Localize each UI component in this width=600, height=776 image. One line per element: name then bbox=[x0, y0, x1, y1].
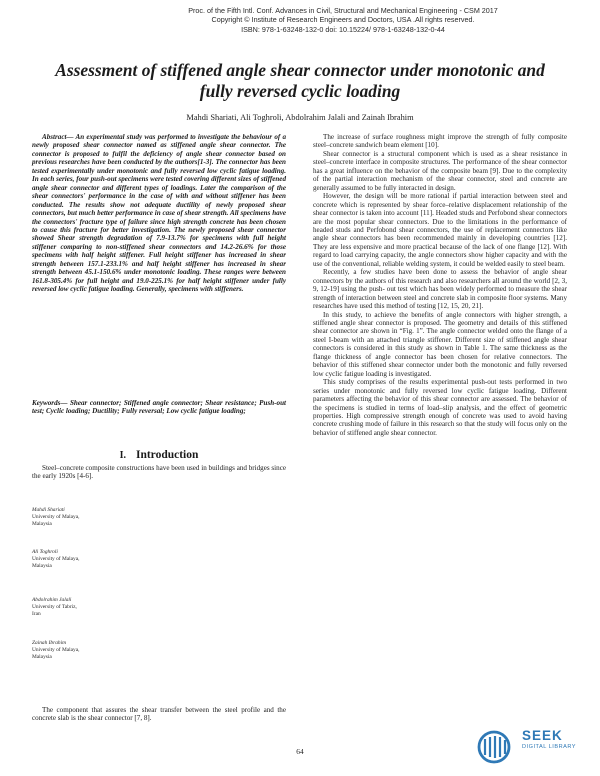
paper-authors: Mahdi Shariati, Ali Toghroli, Abdolrahim Jalali and Zainah Ibrahim bbox=[186, 113, 414, 122]
affiliation-org: University of Malaya, bbox=[32, 556, 80, 562]
section-number: I. bbox=[119, 450, 126, 461]
page-number: 64 bbox=[296, 747, 304, 756]
affiliation-org: University of Tabriz, bbox=[32, 604, 77, 610]
affiliation-name: Abdolrahim Jalali bbox=[32, 597, 72, 603]
affiliation-org: University of Malaya, bbox=[32, 514, 80, 520]
right-paragraph: Shear connector is a structural component which is used as a shear resistance in steel–concrete interface in composite structures. The performance of the shear connector has a great influence on the behavior of the composite beam [9]. Due to the complexity of the partial interaction mechanism of the shear connector, steel and concrete are generally assumed to be fully interacted in design. bbox=[313, 149, 567, 192]
intro-paragraph-2 bbox=[32, 706, 286, 723]
conference-header bbox=[178, 6, 508, 34]
affiliation-name: Ali Toghroli bbox=[32, 549, 58, 555]
affiliation-name: Mahdi Shariati bbox=[32, 507, 65, 513]
intro-paragraph-1 bbox=[32, 464, 286, 481]
affiliation-name: Zainah Ibrahim bbox=[32, 640, 66, 646]
logo-name: SEEK bbox=[522, 728, 563, 743]
logo-tagline: DIGITAL LIBRARY bbox=[522, 744, 577, 750]
affiliation bbox=[32, 597, 77, 618]
header-line-3: ISBN: 978-1-63248-132-0 doi: 10.15224/ 978-1-63248-132-0-44 bbox=[241, 24, 445, 34]
section-heading bbox=[32, 449, 286, 461]
affiliation-country: Malaysia bbox=[32, 563, 52, 569]
paper-title: Assessment of stiffened angle shear connector under monotonic and fully reversed cyclic loading bbox=[55, 60, 545, 101]
right-paragraph: Recently, a few studies have been done to assess the behavior of angle shear connectors by the authors of this research and also researchers all around the world [2, 3, 9, 12-19] using the push- out test which has been widely performed to measure the shear strength of interaction between steel and concrete slab in composite floor systems. Many researches have used this method of testing [12, 15, 20, 21]. bbox=[313, 268, 567, 311]
logo-text bbox=[522, 728, 576, 751]
abstract-column bbox=[32, 133, 286, 294]
right-column bbox=[313, 133, 567, 437]
affiliation-country: Malaysia bbox=[32, 521, 52, 527]
right-paragraph: In this study, to achieve the benefits of angle connectors with higher strength, a stiffened angle shear connector is proposed. The geometry and details of this stiffened shear connector are shown in “Fig. 1”. The angle connector welded onto the flange of a steel I-beam with an attached triangle stiffener. Different size of stiffened angle shear connectors is considered in this study as shown in Table 1. The same thickness as the flange thickness of angle connector has been chosen for relative connectors. The behavior of this stiffened shear connector under both the monotonic and fully reversed low cyclic fatigue loading is investigated. bbox=[313, 310, 567, 378]
affiliation bbox=[32, 640, 79, 661]
affiliation bbox=[32, 507, 79, 528]
keywords: Keywords— Shear connector; Stiffened angle connector; Shear resistance; Push-out test; Cyclic loading; Ductility; Fully reversal; Low cyclic fatigue loading; bbox=[32, 399, 286, 416]
intro-text-2: The component that assures the shear transfer between the steel profile and the concrete slab is the shear connector [7, 8]. bbox=[32, 706, 286, 723]
right-paragraph: This study comprises of the results experimental push-out tests performed in two series under monotonic and fully reversed low cyclic fatigue loading. Different parameters affecting the behavior of this shear connector are assessed. The behavior of the specimens is studied in terms of load–slip analysis, and the effect of geometric properties. High compressive strength enough of concrete was used to avoid having concrete crushing mode of failure in this research so that the study will focus only on the behavior of stiffened angle shear connector. bbox=[313, 378, 567, 437]
right-paragraph: The increase of surface roughness might improve the strength of fully composite steel–concrete sandwich beam element [10]. bbox=[313, 133, 567, 150]
header-line-2: Copyright © Institute of Research Engineers and Doctors, USA .All rights reserved. bbox=[211, 15, 475, 25]
affiliation bbox=[32, 549, 79, 570]
affiliation-country: Iran bbox=[32, 611, 41, 617]
section-title: Introduction bbox=[135, 449, 199, 461]
affiliation-org: University of Malaya, bbox=[32, 647, 80, 653]
abstract-text: Abstract— An experimental study was performed to investigate the behaviour of a newly proposed shear connector named as stiffened angle shear connector. The connector is proposed to fulfil the deficiency of angle shear connector based on previous researches have been conducted by the authors[1-3]. The connector has been tested experimentally under monotonic and fully reversed low cyclic fatigue loading. In each series, four push-out specimens were tested covering different sizes of stiffened angle shear connector and different types of loadings. Later the comparison of the shear connectors' performance in the case of with and without stiffener has been conducted. The results show not adequate ductility of newly proposed shear connectors, but much better performance in case of shear strength. All specimens have the connectors' fracture type of failure since high strength concrete has been chosen to cause this fracture for better investigation. The newly proposed shear connector showed Shear strength degradation of 7.9-13.7% for specimens with full height stiffener comparing to non-stiffened shear connectors and 14.2-26.6% for those specimens with half height stiffener. Full height stiffener has increased in shear strength between 157.1-233.1% and half height stiffener has increased in shear strength between 45.1-150.6% under monotonic loading. These ranges were between 161.8-305.4% for full height and 19.0-225.1% for half height stiffener under fully reversed low cyclic fatigue loading. Generally, specimens with stiffeners. bbox=[32, 133, 286, 294]
intro-text-1: Steel–concrete composite constructions have been used in buildings and bridges since the early 1920s [4-6]. bbox=[32, 464, 286, 481]
affiliation-country: Malaysia bbox=[32, 654, 52, 660]
right-paragraph: However, the design will be more rational if partial interaction between steel and concrete which is represented by shear force–relative displacement relationship of the shear connector is taken into account [11]. Headed studs and Perfobond shear connectors are the most popular shear connectors. Due to the limitations in the performance of headed studs and Perfobond shear connectors, the use of replacement connectors like angle shear connectors has been recommended mainly in developing countries [12]. They are less expensive and more practical because of the lack of one flange [12]. With regard to load carrying capacity, the angle connectors show higher capacity and with the use of the conventional, reliable welding system, it could be welded easily to steel beam. bbox=[313, 192, 567, 268]
header-line-1: Proc. of the Fifth Intl. Conf. Advances in Civil, Structural and Mechanical Engineering - CSM 2017 bbox=[188, 6, 498, 15]
